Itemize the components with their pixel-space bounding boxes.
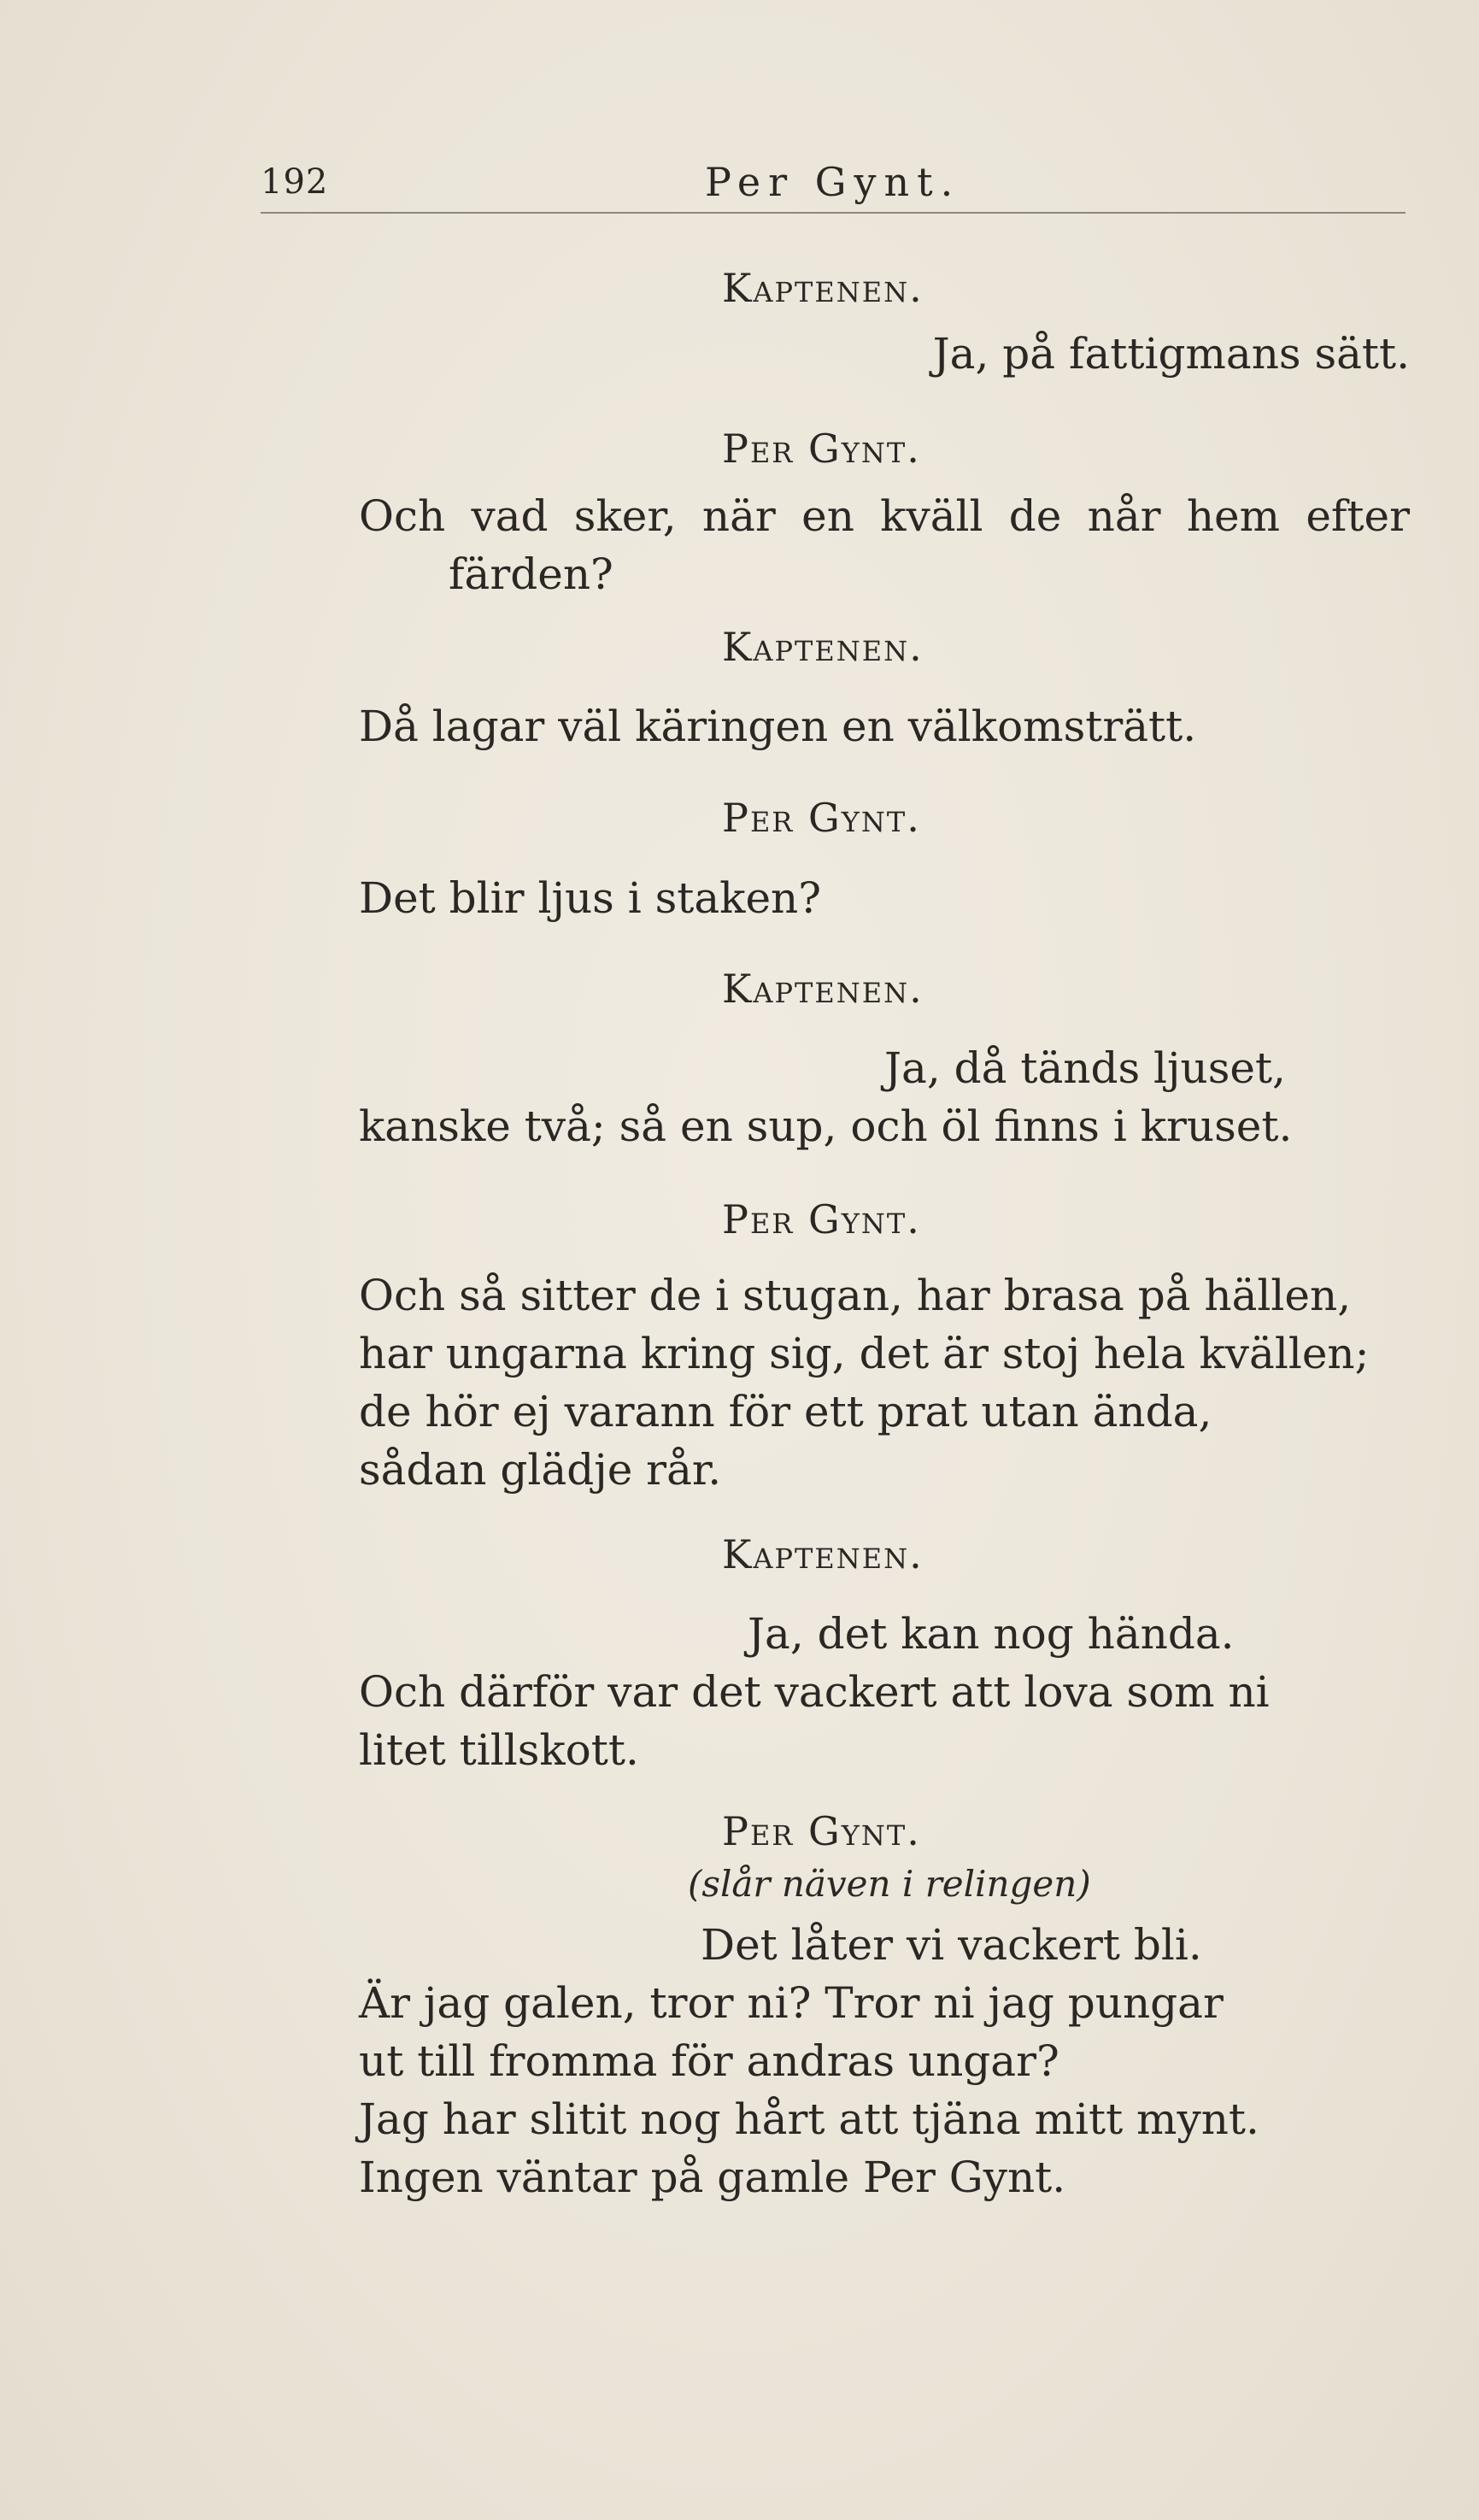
speech-line: Det låter vi vackert bli. bbox=[701, 1920, 1202, 1970]
speech-text bbox=[359, 487, 1410, 603]
speech-line: Ingen väntar på gamle Per Gynt. bbox=[359, 2153, 1066, 2202]
speech-line: Och därför var det vackert att lova som ni bbox=[359, 1667, 1270, 1717]
speech-text bbox=[359, 1916, 1410, 2206]
page-header bbox=[261, 154, 1406, 214]
header-rule bbox=[261, 212, 1406, 214]
speech-line: Och så sitter de i stugan, har brasa på hällen, bbox=[359, 1271, 1352, 1320]
speaker-name: Kaptenen. bbox=[722, 1531, 924, 1577]
stage-direction: (slår näven i relingen) bbox=[688, 1863, 1091, 1905]
speech-line: ut till fromma för andras ungar? bbox=[359, 2036, 1059, 2086]
speech-text bbox=[359, 697, 1410, 755]
speech-line: Ja, det kan nog hända. bbox=[748, 1609, 1235, 1659]
page-number: 192 bbox=[261, 162, 329, 202]
speaker-name: Kaptenen. bbox=[722, 265, 924, 311]
speech-text bbox=[359, 1605, 1410, 1779]
speech-line: Ja, på fattigmans sätt. bbox=[932, 329, 1410, 379]
speech-line: har ungarna kring sig, det är stoj hela kvällen; bbox=[359, 1329, 1370, 1378]
speaker-name: Per Gynt. bbox=[722, 1808, 921, 1854]
speech-text bbox=[359, 1039, 1410, 1155]
speech-line: Jag har slitit nog hårt att tjäna mitt mynt. bbox=[359, 2094, 1259, 2144]
speech-line: Det blir ljus i staken? bbox=[359, 873, 822, 923]
speech-line: färden? bbox=[449, 549, 613, 599]
speech-line: litet tillskott. bbox=[359, 1725, 639, 1775]
speaker-name: Kaptenen. bbox=[722, 624, 924, 670]
speech-text bbox=[359, 1266, 1410, 1499]
running-title: Per Gynt. bbox=[705, 159, 961, 205]
speech-line: Och vad sker, när en kväll de når hem efter bbox=[359, 491, 1410, 541]
speech-line: de hör ej varann för ett prat utan ända, bbox=[359, 1387, 1212, 1436]
speech-line: kanske två; så en sup, och öl finns i kruset. bbox=[359, 1101, 1293, 1151]
speech-line: Är jag galen, tror ni? Tror ni jag pungar bbox=[359, 1978, 1224, 2028]
speaker-name: Per Gynt. bbox=[722, 1196, 921, 1242]
speech-text bbox=[359, 869, 1410, 927]
speech-line: Ja, då tänds ljuset, bbox=[884, 1043, 1286, 1093]
speaker-name: Kaptenen. bbox=[722, 966, 924, 1012]
speaker-name: Per Gynt. bbox=[722, 426, 921, 472]
speaker-name: Per Gynt. bbox=[722, 795, 921, 841]
speech-line: Då lagar väl käringen en välkomsträtt. bbox=[359, 702, 1197, 751]
speech-text bbox=[359, 325, 1410, 383]
speech-line: sådan glädje rår. bbox=[359, 1445, 722, 1495]
